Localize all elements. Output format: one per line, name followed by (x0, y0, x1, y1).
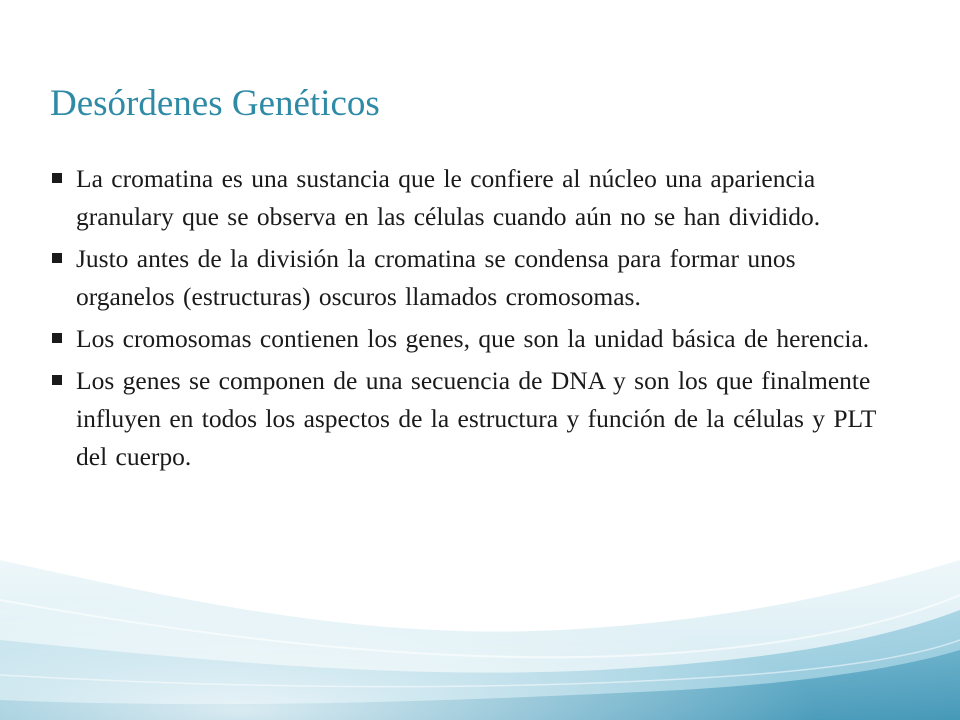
square-bullet-icon (52, 253, 62, 263)
slide-title: Desórdenes Genéticos (50, 83, 380, 124)
bullet-text: Los cromosomas contienen los genes, que son la unidad básica de herencia. (76, 324, 870, 353)
bullet-list (50, 160, 900, 480)
bullet-text: La cromatina es una sustancia que le confiere al núcleo una apariencia granulary que se observa en las células cuando aún no se han dividido. (76, 164, 821, 231)
bullet-item (50, 362, 900, 476)
square-bullet-icon (52, 375, 62, 385)
square-bullet-icon (52, 333, 62, 343)
bullet-item (50, 160, 900, 236)
bullet-item (50, 320, 900, 358)
bullet-item (50, 240, 900, 316)
square-bullet-icon (52, 173, 62, 183)
bullet-text: Los genes se componen de una secuencia de DNA y son los que finalmente influyen en todos los aspectos de la estructura y función de la células y PLT del cuerpo. (76, 366, 876, 471)
bullet-text: Justo antes de la división la cromatina se condensa para formar unos organelos (estructuras) oscuros llamados cromosomas. (76, 244, 796, 311)
